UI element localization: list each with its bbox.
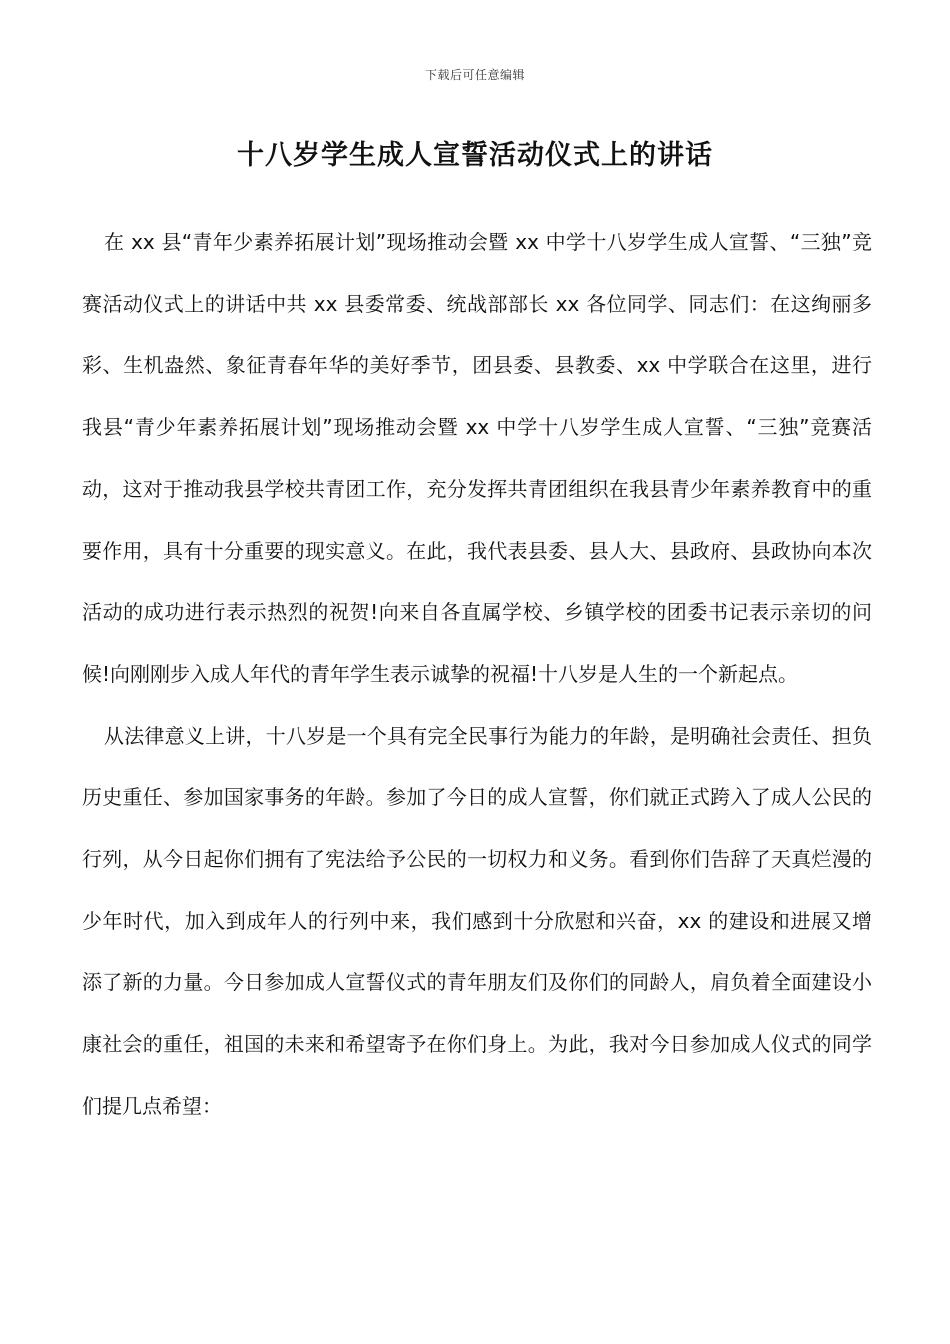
page-title: 十八岁学生成人宣誓活动仪式上的讲话 [237,140,713,171]
paragraph-1: 在 xx 县“青年少素养拓展计划”现场推动会暨 xx 中学十八岁学生成人宣誓、“三独”竞赛活动仪式上的讲话中共 xx 县委常委、统战部部长 xx 各位同学、同志们：在这绚丽多彩、生机盎然、象征青春年华的美好季节，团县委、县教委、xx 中学联合在这里，进行我县“青少年素养拓展计划”现场推动会暨 xx 中学十八岁学生成人宣誓、“三独”竞赛活动，这对于推动我县学校共青团工作，充分发挥共青团组织在我县青少年素养教育中的重要作用，具有十分重要的现实意义。在此，我代表县委、县人大、县政府、县政协向本次活动的成功进行表示热烈的祝贺!向来自各直属学校、乡镇学校的团委书记表示亲切的问候!向刚刚步入成人年代的青年学生表示诚挚的祝福!十八岁是人生的一个新起点。 [82,230,872,686]
header-note: 下载后可任意编辑 [424,68,525,82]
document-body [82,212,872,1138]
paragraph-2: 从法律意义上讲，十八岁是一个具有完全民事行为能力的年龄，是明确社会责任、担负历史重任、参加国家事务的年龄。参加了今日的成人宣誓，你们就正式跨入了成人公民的行列，从今日起你们拥有了宪法给予公民的一切权力和义务。看到你们告辞了天真烂漫的少年时代，加入到成年人的行列中来，我们感到十分欣慰和兴奋，xx 的建设和进展又增添了新的力量。今日参加成人宣誓仪式的青年朋友们及你们的同龄人，肩负着全面建设小康社会的重任，祖国的未来和希望寄予在你们身上。为此，我对今日参加成人仪式的同学们提几点希望： [82,723,872,1118]
